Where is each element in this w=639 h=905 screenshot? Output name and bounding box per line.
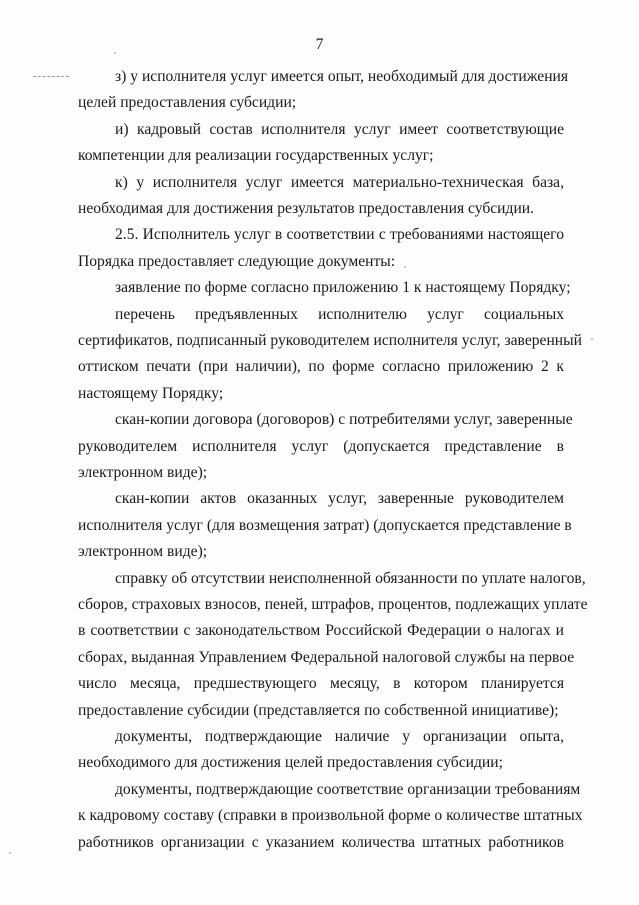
text-line: предоставление субсидии (представляется по собственной инициативе);	[78, 701, 559, 719]
text-line: настоящему Порядку;	[78, 384, 224, 402]
text-line: документы, подтверждающие наличие у организации опыта,	[115, 728, 564, 745]
text-line: исполнителя услуг (для возмещения затрат) (допускается представление в	[78, 516, 572, 534]
text-line: руководителем исполнителя услуг (допускается представление в	[78, 437, 564, 455]
text-line: справку об отсутствии неисполненной обязанности по уплате налогов,	[115, 569, 586, 587]
text-line: число месяца, предшествующего месяцу, в котором планируется	[78, 675, 564, 693]
text-line: сборов, страховых взносов, пеней, штрафов, процентов, подлежащих уплате	[78, 596, 588, 613]
text-line: электронном виде);	[78, 464, 208, 481]
text-line: целей предоставления субсидии;	[78, 94, 297, 112]
text-line: работников организации с указанием количества штатных работников	[78, 833, 564, 851]
text-line: Порядка предоставляет следующие документы:	[78, 252, 396, 270]
text-line: и) кадровый состав исполнителя услуг имеет соответствующие	[115, 120, 564, 138]
text-line: в соответствии с законодательством Российской Федерации о налогах и	[78, 622, 564, 640]
scan-speck	[591, 338, 593, 340]
text-line: к) у исполнителя услуг имеется материально-техническая база,	[115, 173, 564, 191]
text-line: сборах, выданная Управлением Федеральной налоговой службы на первое	[78, 648, 575, 666]
text-line: з) у исполнителя услуг имеется опыт, необходимый для достижения	[115, 68, 569, 85]
text-line: скан-копии договора (договоров) с потребителями услуг, заверенные	[115, 411, 573, 429]
text-line: документы, подтверждающие соответствие организации требованиям	[115, 780, 581, 798]
text-line: 2.5. Исполнитель услуг в соответствии с требованиями настоящего	[115, 226, 564, 244]
text-line: оттиском печати (при наличии), по форме согласно приложению 2 к	[78, 358, 564, 376]
binding-mark	[33, 76, 69, 77]
page-number: 7	[315, 36, 324, 53]
text-line: необходимого для достижения целей предоставления субсидии;	[78, 754, 503, 772]
text-line: компетенции для реализации государственных услуг;	[78, 147, 434, 165]
text-line: перечень предъявленных исполнителю услуг социальных	[115, 305, 564, 323]
text-line: скан-копии актов оказанных услуг, заверенные руководителем	[115, 490, 564, 508]
text-line: заявление по форме согласно приложению 1 к настоящему Порядку;	[115, 279, 571, 297]
text-line: необходимая для достижения результатов предоставления субсидии.	[78, 200, 535, 217]
text-line: электронном виде);	[78, 543, 208, 561]
scan-speck	[9, 852, 11, 854]
text-line: к кадровому составу (справки в произвольной форме о количестве штатных	[78, 807, 583, 825]
text-line: сертификатов, подписанный руководителем исполнителя услуг, заверенный	[78, 332, 582, 349]
